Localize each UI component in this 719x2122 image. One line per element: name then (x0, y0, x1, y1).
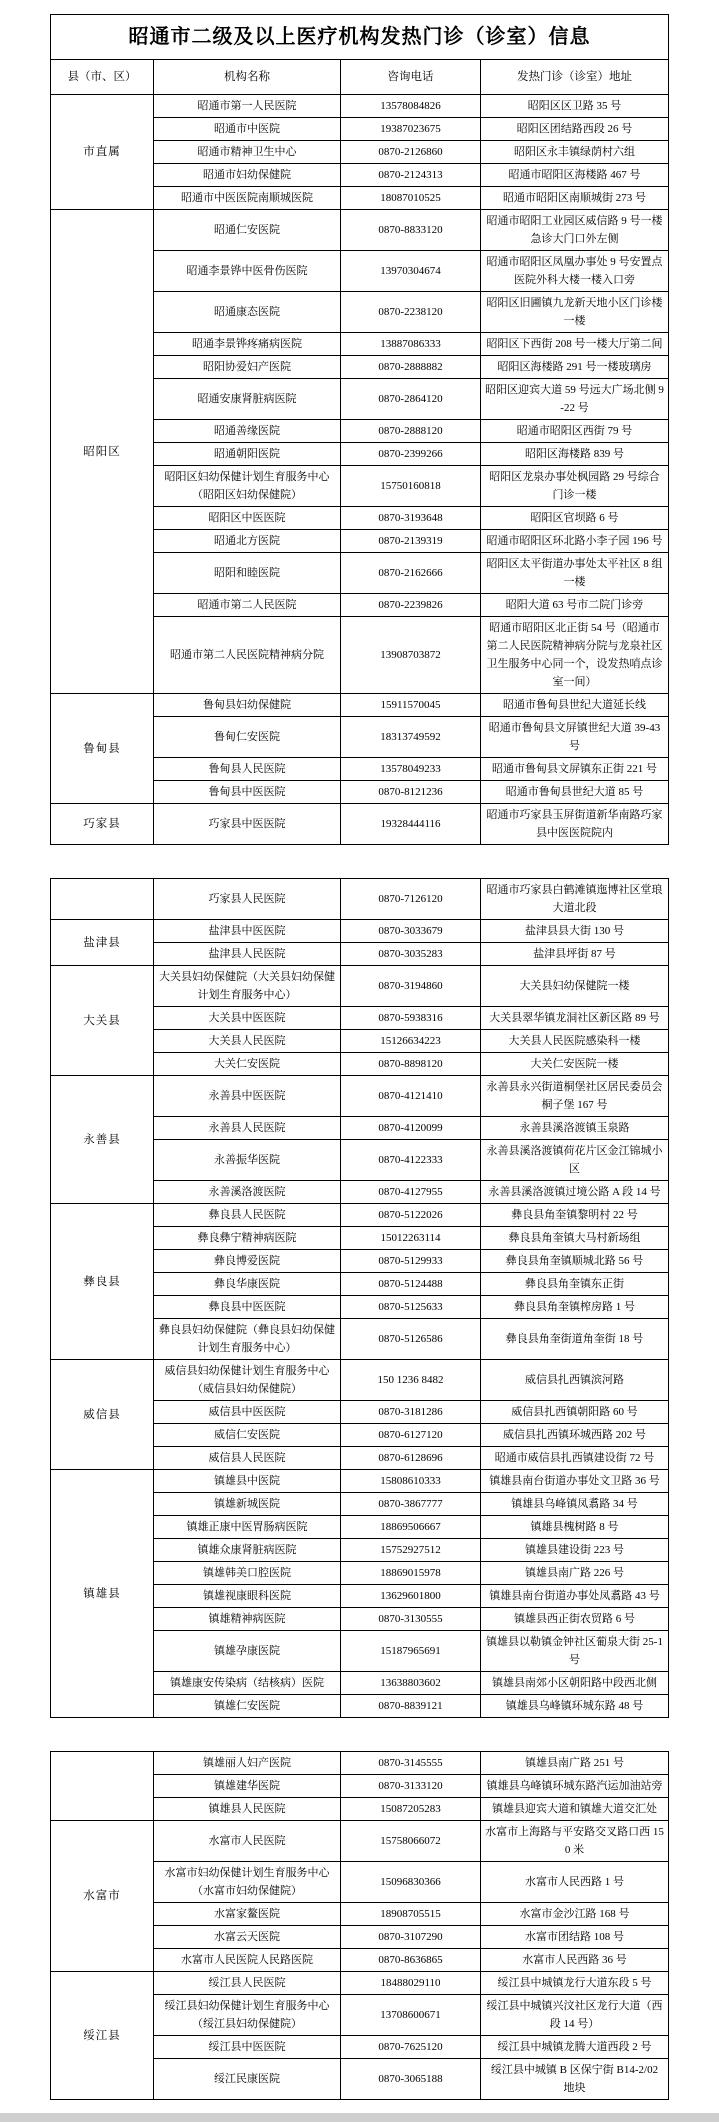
clinic-address: 镇雄县槐树路 8 号 (481, 1516, 669, 1539)
institution-name: 昭通康态医院 (154, 292, 341, 333)
phone-number: 0870-5124488 (341, 1273, 481, 1296)
institution-name: 巧家县中医医院 (154, 804, 341, 845)
page-bottom-edge (0, 2113, 719, 2122)
tables-container (0, 14, 719, 2100)
institution-name: 大关县人民医院 (154, 1030, 341, 1053)
phone-number: 15808610333 (341, 1470, 481, 1493)
phone-number: 0870-3033679 (341, 920, 481, 943)
county-cell (51, 1752, 154, 1821)
institution-name: 水富市妇幼保健计划生育服务中心（水富市妇幼保健院） (154, 1862, 341, 1903)
clinic-address: 威信县扎西镇环城西路 202 号 (481, 1424, 669, 1447)
phone-number: 15012263114 (341, 1227, 481, 1250)
phone-number: 0870-8839121 (341, 1695, 481, 1718)
institution-name: 镇雄众康肾脏病医院 (154, 1539, 341, 1562)
institution-name: 昭通李景铧疼痛病医院 (154, 333, 341, 356)
phone-number: 0870-3130555 (341, 1608, 481, 1631)
clinic-address: 彝良县角奎镇榨房路 1 号 (481, 1296, 669, 1319)
phone-number: 18087010525 (341, 187, 481, 210)
clinic-address: 昭通市鲁甸县世纪大道延长线 (481, 694, 669, 717)
institution-name: 鲁甸仁安医院 (154, 717, 341, 758)
table-row (51, 1752, 669, 1775)
phone-number: 15911570045 (341, 694, 481, 717)
clinic-address: 绥江县中城镇 B 区保宁街 B14-2/02 地块 (481, 2059, 669, 2100)
column-header-4: 发热门诊（诊室）地址 (481, 60, 669, 95)
county-cell: 巧家县 (51, 804, 154, 845)
phone-number: 13887086333 (341, 333, 481, 356)
clinic-address: 昭通市巧家县玉屏街道新华南路巧家县中医医院院内 (481, 804, 669, 845)
clinic-address: 永善县溪洛渡镇荷花片区金江锦城小区 (481, 1140, 669, 1181)
clinic-address: 昭通市昭阳区北正街 54 号（昭通市第二人民医院精神病分院与龙泉社区卫生服务中心同一个，设发热哨点诊室一间） (481, 617, 669, 694)
institution-name: 昭通市第二人民医院 (154, 594, 341, 617)
clinic-address: 昭阳区龙泉办事处枫园路 29 号综合门诊一楼 (481, 466, 669, 507)
phone-number: 0870-5938316 (341, 1007, 481, 1030)
phone-number: 0870-5126586 (341, 1319, 481, 1360)
institution-name: 水富云天医院 (154, 1926, 341, 1949)
institution-name: 镇雄韩美口腔医院 (154, 1562, 341, 1585)
phone-number: 0870-2238120 (341, 292, 481, 333)
phone-number: 0870-3867777 (341, 1493, 481, 1516)
phone-number: 0870-2399266 (341, 443, 481, 466)
clinic-address: 彝良县角奎街道角奎街 18 号 (481, 1319, 669, 1360)
institution-name: 鲁甸县人民医院 (154, 758, 341, 781)
institution-name: 镇雄孕康医院 (154, 1631, 341, 1672)
institution-name: 彝良博爱医院 (154, 1250, 341, 1273)
institution-name: 盐津县中医医院 (154, 920, 341, 943)
clinic-address: 镇雄县南台街道办事处凤翥路 43 号 (481, 1585, 669, 1608)
phone-number: 0870-8121236 (341, 781, 481, 804)
clinic-address: 昭通市鲁甸县文屏镇世纪大道 39-43 号 (481, 717, 669, 758)
clinic-address: 昭通市昭阳区海楼路 467 号 (481, 164, 669, 187)
phone-number: 15096830366 (341, 1862, 481, 1903)
clinic-address: 镇雄县建设街 223 号 (481, 1539, 669, 1562)
institution-name: 镇雄康安传染病（结核病）医院 (154, 1672, 341, 1695)
fever-clinic-table-1 (50, 14, 669, 845)
phone-number: 13629601800 (341, 1585, 481, 1608)
column-header-1: 县（市、区） (51, 60, 154, 95)
table-row (51, 966, 669, 1007)
phone-number: 0870-3145555 (341, 1752, 481, 1775)
clinic-address: 大关县翠华镇龙洞社区新区路 89 号 (481, 1007, 669, 1030)
institution-name: 镇雄仁安医院 (154, 1695, 341, 1718)
institution-name: 昭通李景铧中医骨伤医院 (154, 251, 341, 292)
table-row (51, 920, 669, 943)
county-cell: 大关县 (51, 966, 154, 1076)
table-row (51, 1470, 669, 1493)
institution-name: 昭阳和睦医院 (154, 553, 341, 594)
clinic-address: 昭通市威信县扎西镇建设街 72 号 (481, 1447, 669, 1470)
institution-name: 威信县中医医院 (154, 1401, 341, 1424)
clinic-address: 昭通市昭阳区凤凰办事处 9 号安置点医院外科大楼一楼入口旁 (481, 251, 669, 292)
institution-name: 彝良县妇幼保健院（彝良县妇幼保健计划生育服务中心） (154, 1319, 341, 1360)
institution-name: 镇雄丽人妇产医院 (154, 1752, 341, 1775)
phone-number: 0870-5122026 (341, 1204, 481, 1227)
phone-number: 0870-8898120 (341, 1053, 481, 1076)
table-row (51, 95, 669, 118)
county-cell: 市直属 (51, 95, 154, 210)
institution-name: 镇雄视康眼科医院 (154, 1585, 341, 1608)
phone-number: 18313749592 (341, 717, 481, 758)
institution-name: 盐津县人民医院 (154, 943, 341, 966)
institution-name: 彝良彝宁精神病医院 (154, 1227, 341, 1250)
clinic-address: 镇雄县乌峰镇环城东路汽运加油站旁 (481, 1775, 669, 1798)
phone-number: 0870-4127955 (341, 1181, 481, 1204)
phone-number: 13908703872 (341, 617, 481, 694)
clinic-address: 昭通市昭阳区南顺城街 273 号 (481, 187, 669, 210)
page-break-gap (0, 845, 719, 878)
clinic-address: 镇雄县西正街农贸路 6 号 (481, 1608, 669, 1631)
clinic-address: 盐津县县大街 130 号 (481, 920, 669, 943)
clinic-address: 镇雄县乌峰镇环城东路 48 号 (481, 1695, 669, 1718)
institution-name: 绥江县妇幼保健计划生育服务中心（绥江县妇幼保健院） (154, 1995, 341, 2036)
county-cell: 昭阳区 (51, 210, 154, 694)
clinic-address: 镇雄县以勒镇金钟社区葡泉大街 25-1 号 (481, 1631, 669, 1672)
clinic-address: 彝良县角奎镇顺城北路 56 号 (481, 1250, 669, 1273)
table-row (51, 1972, 669, 1995)
institution-name: 永善溪洛渡医院 (154, 1181, 341, 1204)
table-row (51, 694, 669, 717)
table-row (51, 1076, 669, 1117)
clinic-address: 镇雄县南广路 226 号 (481, 1562, 669, 1585)
clinic-address: 昭阳区旧圃镇九龙新天地小区门诊楼一楼 (481, 292, 669, 333)
fever-clinic-table-2 (50, 878, 669, 1718)
county-cell: 绥江县 (51, 1972, 154, 2100)
phone-number: 0870-2888882 (341, 356, 481, 379)
clinic-address: 彝良县角奎镇东正街 (481, 1273, 669, 1296)
phone-number: 0870-3133120 (341, 1775, 481, 1798)
clinic-address: 昭通市鲁甸县文屏镇东正街 221 号 (481, 758, 669, 781)
institution-name: 永善县中医医院 (154, 1076, 341, 1117)
phone-number: 13578084826 (341, 95, 481, 118)
table-row (51, 1204, 669, 1227)
clinic-address: 镇雄县南广路 251 号 (481, 1752, 669, 1775)
phone-number: 0870-3065188 (341, 2059, 481, 2100)
institution-name: 镇雄正康中医胃肠病医院 (154, 1516, 341, 1539)
clinic-address: 昭阳区永丰镇绿荫村六组 (481, 141, 669, 164)
phone-number: 0870-2239826 (341, 594, 481, 617)
phone-number: 15752927512 (341, 1539, 481, 1562)
institution-name: 昭通市中医院 (154, 118, 341, 141)
institution-name: 镇雄新城医院 (154, 1493, 341, 1516)
county-cell: 鲁甸县 (51, 694, 154, 804)
institution-name: 昭通北方医院 (154, 530, 341, 553)
clinic-address: 大关县妇幼保健院一楼 (481, 966, 669, 1007)
clinic-address: 昭通市鲁甸县世纪大道 85 号 (481, 781, 669, 804)
phone-number: 18488029110 (341, 1972, 481, 1995)
institution-name: 彝良县中医医院 (154, 1296, 341, 1319)
clinic-address: 昭阳区团结路西段 26 号 (481, 118, 669, 141)
institution-name: 昭通市精神卫生中心 (154, 141, 341, 164)
clinic-address: 昭通市昭阳区西街 79 号 (481, 420, 669, 443)
phone-number: 150 1236 8482 (341, 1360, 481, 1401)
phone-number: 19387023675 (341, 118, 481, 141)
phone-number: 18908705515 (341, 1903, 481, 1926)
phone-number: 0870-3194860 (341, 966, 481, 1007)
institution-name: 鲁甸县中医医院 (154, 781, 341, 804)
phone-number: 0870-3181286 (341, 1401, 481, 1424)
clinic-address: 绥江县中城镇龙行大道东段 5 号 (481, 1972, 669, 1995)
clinic-address: 昭通市昭阳工业园区威信路 9 号一楼急诊大门口外左侧 (481, 210, 669, 251)
clinic-address: 彝良县角奎镇黎明村 22 号 (481, 1204, 669, 1227)
phone-number: 0870-3193648 (341, 507, 481, 530)
institution-name: 绥江县人民医院 (154, 1972, 341, 1995)
institution-name: 昭通朝阳医院 (154, 443, 341, 466)
header-row (51, 60, 669, 95)
phone-number: 0870-4122333 (341, 1140, 481, 1181)
clinic-address: 绥江县中城镇兴汶社区龙行大道（西段 14 号） (481, 1995, 669, 2036)
phone-number: 19328444116 (341, 804, 481, 845)
clinic-address: 彝良县角奎镇大马村新场组 (481, 1227, 669, 1250)
phone-number: 0870-8636865 (341, 1949, 481, 1972)
table-row (51, 1821, 669, 1862)
institution-name: 昭通市妇幼保健院 (154, 164, 341, 187)
county-cell: 彝良县 (51, 1204, 154, 1360)
clinic-address: 昭阳区下西街 208 号一楼大厅第二间 (481, 333, 669, 356)
phone-number: 15758066072 (341, 1821, 481, 1862)
institution-name: 绥江县中医医院 (154, 2036, 341, 2059)
clinic-address: 威信县扎西镇朝阳路 60 号 (481, 1401, 669, 1424)
institution-name: 绥江民康医院 (154, 2059, 341, 2100)
phone-number: 13708600671 (341, 1995, 481, 2036)
clinic-address: 水富市人民西路 36 号 (481, 1949, 669, 1972)
phone-number: 0870-5125633 (341, 1296, 481, 1319)
clinic-address: 镇雄县南郊小区朝阳路中段西北侧 (481, 1672, 669, 1695)
clinic-address: 昭阳区海楼路 291 号一楼玻璃房 (481, 356, 669, 379)
county-cell: 镇雄县 (51, 1470, 154, 1718)
institution-name: 昭通市第二人民医院精神病分院 (154, 617, 341, 694)
phone-number: 13578049233 (341, 758, 481, 781)
institution-name: 大关县中医医院 (154, 1007, 341, 1030)
institution-name: 彝良县人民医院 (154, 1204, 341, 1227)
institution-name: 昭阳区妇幼保健计划生育服务中心（昭阳区妇幼保健院） (154, 466, 341, 507)
institution-name: 昭阳协爱妇产医院 (154, 356, 341, 379)
institution-name: 彝良华康医院 (154, 1273, 341, 1296)
phone-number: 0870-3107290 (341, 1926, 481, 1949)
phone-number: 18869506667 (341, 1516, 481, 1539)
phone-number: 0870-2162666 (341, 553, 481, 594)
column-header-3: 咨询电话 (341, 60, 481, 95)
title-row (51, 15, 669, 60)
clinic-address: 昭阳区区卫路 35 号 (481, 95, 669, 118)
institution-name: 昭通仁安医院 (154, 210, 341, 251)
phone-number: 0870-2888120 (341, 420, 481, 443)
clinic-address: 镇雄县南台街道办事处文卫路 36 号 (481, 1470, 669, 1493)
county-cell: 永善县 (51, 1076, 154, 1204)
phone-number: 15087205283 (341, 1798, 481, 1821)
clinic-address: 昭阳大道 63 号市二院门诊旁 (481, 594, 669, 617)
phone-number: 13638803602 (341, 1672, 481, 1695)
institution-name: 昭通安康肾脏病医院 (154, 379, 341, 420)
institution-name: 水富市人民医院人民路医院 (154, 1949, 341, 1972)
table-row (51, 210, 669, 251)
phone-number: 0870-8833120 (341, 210, 481, 251)
phone-number: 0870-7625120 (341, 2036, 481, 2059)
table-row (51, 804, 669, 845)
institution-name: 水富市人民医院 (154, 1821, 341, 1862)
institution-name: 永善振华医院 (154, 1140, 341, 1181)
phone-number: 0870-4120099 (341, 1117, 481, 1140)
phone-number: 0870-2864120 (341, 379, 481, 420)
clinic-address: 昭通市昭阳区环北路小李子园 196 号 (481, 530, 669, 553)
clinic-address: 绥江县中城镇龙腾大道西段 2 号 (481, 2036, 669, 2059)
county-cell (51, 879, 154, 920)
clinic-address: 永善县永兴街道桐堡社区居民委员会桐子堡 167 号 (481, 1076, 669, 1117)
institution-name: 巧家县人民医院 (154, 879, 341, 920)
institution-name: 威信县妇幼保健计划生育服务中心（威信县妇幼保健院） (154, 1360, 341, 1401)
clinic-address: 水富市人民西路 1 号 (481, 1862, 669, 1903)
institution-name: 威信县人民医院 (154, 1447, 341, 1470)
clinic-address: 永善县溪洛渡镇玉泉路 (481, 1117, 669, 1140)
column-header-2: 机构名称 (154, 60, 341, 95)
phone-number: 0870-2126860 (341, 141, 481, 164)
phone-number: 15187965691 (341, 1631, 481, 1672)
clinic-address: 昭阳区迎宾大道 59 号远大广场北侧 9-22 号 (481, 379, 669, 420)
phone-number: 0870-7126120 (341, 879, 481, 920)
clinic-address: 昭阳区太平街道办事处太平社区 8 组一楼 (481, 553, 669, 594)
institution-name: 水富家鳌医院 (154, 1903, 341, 1926)
clinic-address: 昭阳区海楼路 839 号 (481, 443, 669, 466)
clinic-address: 永善县溪洛渡镇过境公路 A 段 14 号 (481, 1181, 669, 1204)
phone-number: 0870-6127120 (341, 1424, 481, 1447)
county-cell: 盐津县 (51, 920, 154, 966)
institution-name: 昭通市中医医院南顺城医院 (154, 187, 341, 210)
county-cell: 威信县 (51, 1360, 154, 1470)
table-row (51, 879, 669, 920)
clinic-address: 水富市上海路与平安路交叉路口西 150 米 (481, 1821, 669, 1862)
phone-number: 15750160818 (341, 466, 481, 507)
phone-number: 13970304674 (341, 251, 481, 292)
phone-number: 0870-2139319 (341, 530, 481, 553)
phone-number: 0870-5129933 (341, 1250, 481, 1273)
clinic-address: 大关仁安医院一楼 (481, 1053, 669, 1076)
institution-name: 威信仁安医院 (154, 1424, 341, 1447)
institution-name: 镇雄建华医院 (154, 1775, 341, 1798)
institution-name: 昭通市第一人民医院 (154, 95, 341, 118)
table-row (51, 1360, 669, 1401)
phone-number: 18869015978 (341, 1562, 481, 1585)
institution-name: 永善县人民医院 (154, 1117, 341, 1140)
institution-name: 镇雄县中医院 (154, 1470, 341, 1493)
institution-name: 昭通善缘医院 (154, 420, 341, 443)
clinic-address: 盐津县坪街 87 号 (481, 943, 669, 966)
county-cell: 水富市 (51, 1821, 154, 1972)
phone-number: 0870-3035283 (341, 943, 481, 966)
clinic-address: 大关县人民医院感染科一楼 (481, 1030, 669, 1053)
clinic-address: 水富市金沙江路 168 号 (481, 1903, 669, 1926)
clinic-address: 水富市团结路 108 号 (481, 1926, 669, 1949)
phone-number: 15126634223 (341, 1030, 481, 1053)
institution-name: 镇雄精神病医院 (154, 1608, 341, 1631)
table-title: 昭通市二级及以上医疗机构发热门诊（诊室）信息 (51, 15, 669, 60)
clinic-address: 昭通市巧家县白鹤滩镇迤博社区堂琅大道北段 (481, 879, 669, 920)
phone-number: 0870-2124313 (341, 164, 481, 187)
institution-name: 鲁甸县妇幼保健院 (154, 694, 341, 717)
institution-name: 大关县妇幼保健院（大关县妇幼保健计划生育服务中心） (154, 966, 341, 1007)
phone-number: 0870-6128696 (341, 1447, 481, 1470)
phone-number: 0870-4121410 (341, 1076, 481, 1117)
institution-name: 镇雄县人民医院 (154, 1798, 341, 1821)
institution-name: 昭阳区中医医院 (154, 507, 341, 530)
page-break-gap (0, 1718, 719, 1751)
institution-name: 大关仁安医院 (154, 1053, 341, 1076)
clinic-address: 威信县扎西镇滨河路 (481, 1360, 669, 1401)
clinic-address: 镇雄县迎宾大道和镇雄大道交汇处 (481, 1798, 669, 1821)
clinic-address: 昭阳区官坝路 6 号 (481, 507, 669, 530)
clinic-address: 镇雄县乌峰镇凤翥路 34 号 (481, 1493, 669, 1516)
